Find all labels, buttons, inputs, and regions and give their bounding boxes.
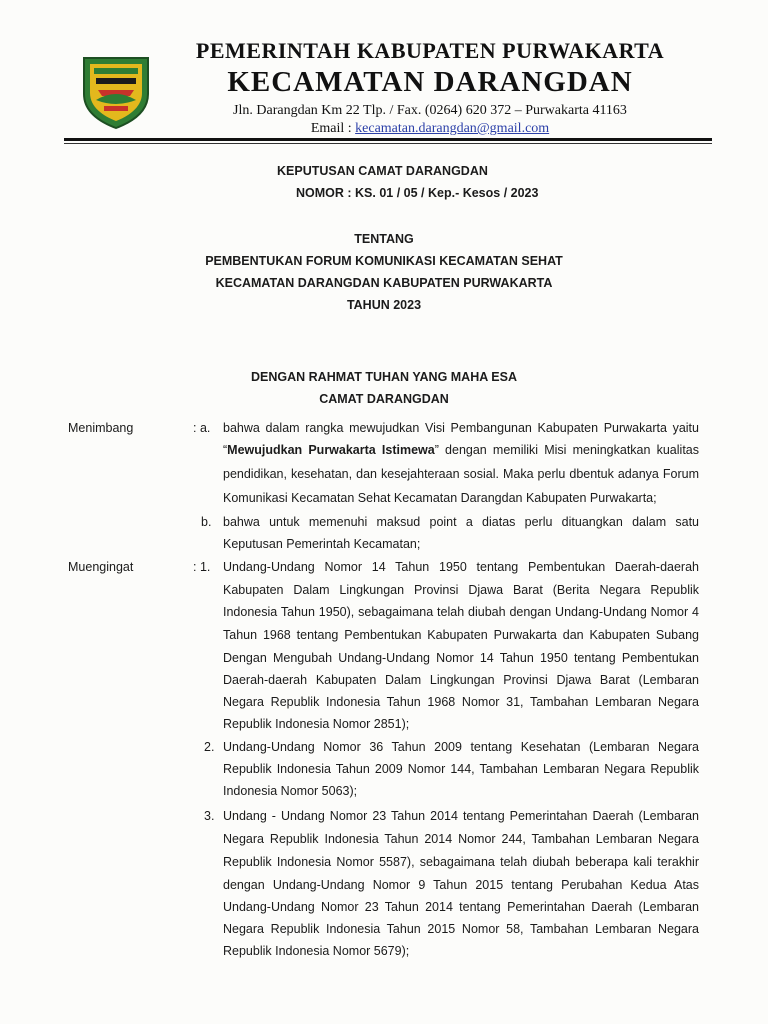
mengingat-1-line: Kabupaten Dalam Lingkungan Provinsi Djawa Barat (Berita Negara Republik — [223, 583, 699, 597]
office-address: Jln. Darangdan Km 22 Tlp. / Fax. (0264) 620 372 – Purwakarta 41163 — [233, 103, 627, 118]
mengingat-3-line: Undang-Undang Nomor 23 Tahun 2014 tentang Pemerintahan Daerah (Lembaran — [223, 900, 699, 914]
mengingat-1-line: Negara Republik Indonesia Tahun 1968 Nomor 31, Tambahan Lembaran Negara — [223, 695, 699, 709]
subject-line-2: KECAMATAN DARANGDAN KABUPATEN PURWAKARTA — [215, 276, 553, 290]
menimbang-a-line: “Mewujudkan Purwakarta Istimewa” dengan memiliki Misi meningkatkan kualitas — [223, 443, 699, 457]
mengingat-label: Muengingat — [68, 560, 134, 574]
mengingat-3-line: Negara Republik Indonesia Tahun 2014 Nomor 244, Tambahan Lembaran Negara — [223, 832, 699, 846]
menimbang-b-line: Keputusan Pemerintah Kecamatan; — [223, 537, 421, 551]
mengingat-1-line: Daerah-daerah Kabupaten Dalam Lingkungan Provinsi Djawa Barat (Lembaran — [223, 673, 699, 687]
mengingat-2-line: Republik Indonesia Tahun 2009 Nomor 144, Tambahan Lembaran Negara Republik — [223, 762, 699, 776]
menimbang-b-marker: b. — [201, 515, 212, 529]
mengingat-3-line: Republik Indonesia Nomor 5679); — [223, 944, 410, 958]
decree-number: NOMOR : KS. 01 / 05 / Kep.- Kesos / 2023 — [296, 186, 539, 200]
email-link[interactable]: kecamatan.darangdan@gmail.com — [355, 121, 550, 136]
mengingat-3-line: dengan Undang-Undang Nomor 9 Tahun 2015 tentang Perubahan Kedua Atas — [223, 878, 699, 892]
menimbang-a-marker: : a. — [193, 421, 211, 435]
menimbang-a-line: bahwa dalam rangka mewujudkan Visi Pembangunan Kabupaten Purwakarta yaitu — [223, 421, 699, 435]
letterhead-divider — [64, 138, 712, 141]
letterhead — [170, 38, 690, 138]
mengingat-3-line: Undang - Undang Nomor 23 Tahun 2014 tentang Pemerintahan Daerah (Lembaran — [223, 809, 699, 823]
decree-issuer: KEPUTUSAN CAMAT DARANGDAN — [277, 164, 488, 178]
mengingat-1-line: Republik Indonesia Nomor 2851); — [223, 717, 410, 731]
subject-line-1: PEMBENTUKAN FORUM KOMUNIKASI KECAMATAN SEHAT — [205, 254, 563, 268]
mengingat-1-line: Dengan Mengubah Undang-Undang Nomor 14 Tahun 1950 tentang Pembentukan — [223, 651, 699, 665]
mengingat-1-line: Tahun 1968 tentang Pembentukan Kabupaten Purwakarta dan Kabupaten Subang — [223, 628, 699, 642]
mengingat-3-line: Republik Indonesia Nomor 5587), sebagaimana telah diubah beberapa kali terakhir — [223, 855, 699, 869]
government-name: PEMERINTAH KABUPATEN PURWAKARTA — [195, 38, 665, 63]
mengingat-1-marker: : 1. — [193, 560, 211, 574]
letterhead-divider-thin — [64, 143, 712, 144]
invocation: DENGAN RAHMAT TUHAN YANG MAHA ESA — [251, 370, 517, 384]
bold-phrase: Mewujudkan Purwakarta Istimewa — [227, 443, 435, 457]
mengingat-2-line: Indonesia Nomor 5063); — [223, 784, 358, 798]
menimbang-a-line: pendidikan, kesehatan, dan kesejahteraan sosial. Maka perlu dbentuk adanya Forum — [223, 467, 699, 481]
about-label: TENTANG — [354, 232, 414, 246]
menimbang-a-line: Komunikasi Kecamatan Sehat Kecamatan Darangdan Kabupaten Purwakarta; — [223, 491, 657, 505]
official-title: CAMAT DARANGDAN — [319, 392, 449, 406]
district-name: KECAMATAN DARANGDAN — [227, 66, 633, 98]
mengingat-2-marker: 2. — [204, 740, 215, 754]
email-label: Email : — [310, 121, 352, 136]
mengingat-3-line: Negara Republik Indonesia Tahun 2015 Nomor 58, Tambahan Lembaran Negara — [223, 922, 699, 936]
menimbang-label: Menimbang — [68, 421, 134, 435]
mengingat-3-marker: 3. — [204, 809, 215, 823]
mengingat-1-line: Indonesia Tahun 1950), sebagaimana telah diubah dengan Undang-Undang Nomor 4 — [223, 605, 699, 619]
menimbang-b-line: bahwa untuk memenuhi maksud point a diatas perlu dituangkan dalam satu — [223, 515, 699, 529]
decree-year: TAHUN 2023 — [346, 298, 422, 312]
purwakarta-emblem-icon — [76, 50, 156, 130]
email-line — [170, 120, 690, 138]
mengingat-1-line: Undang-Undang Nomor 14 Tahun 1950 tentang Pembentukan Daerah-daerah — [223, 560, 699, 574]
mengingat-2-line: Undang-Undang Nomor 36 Tahun 2009 tentang Kesehatan (Lembaran Negara — [223, 740, 699, 754]
